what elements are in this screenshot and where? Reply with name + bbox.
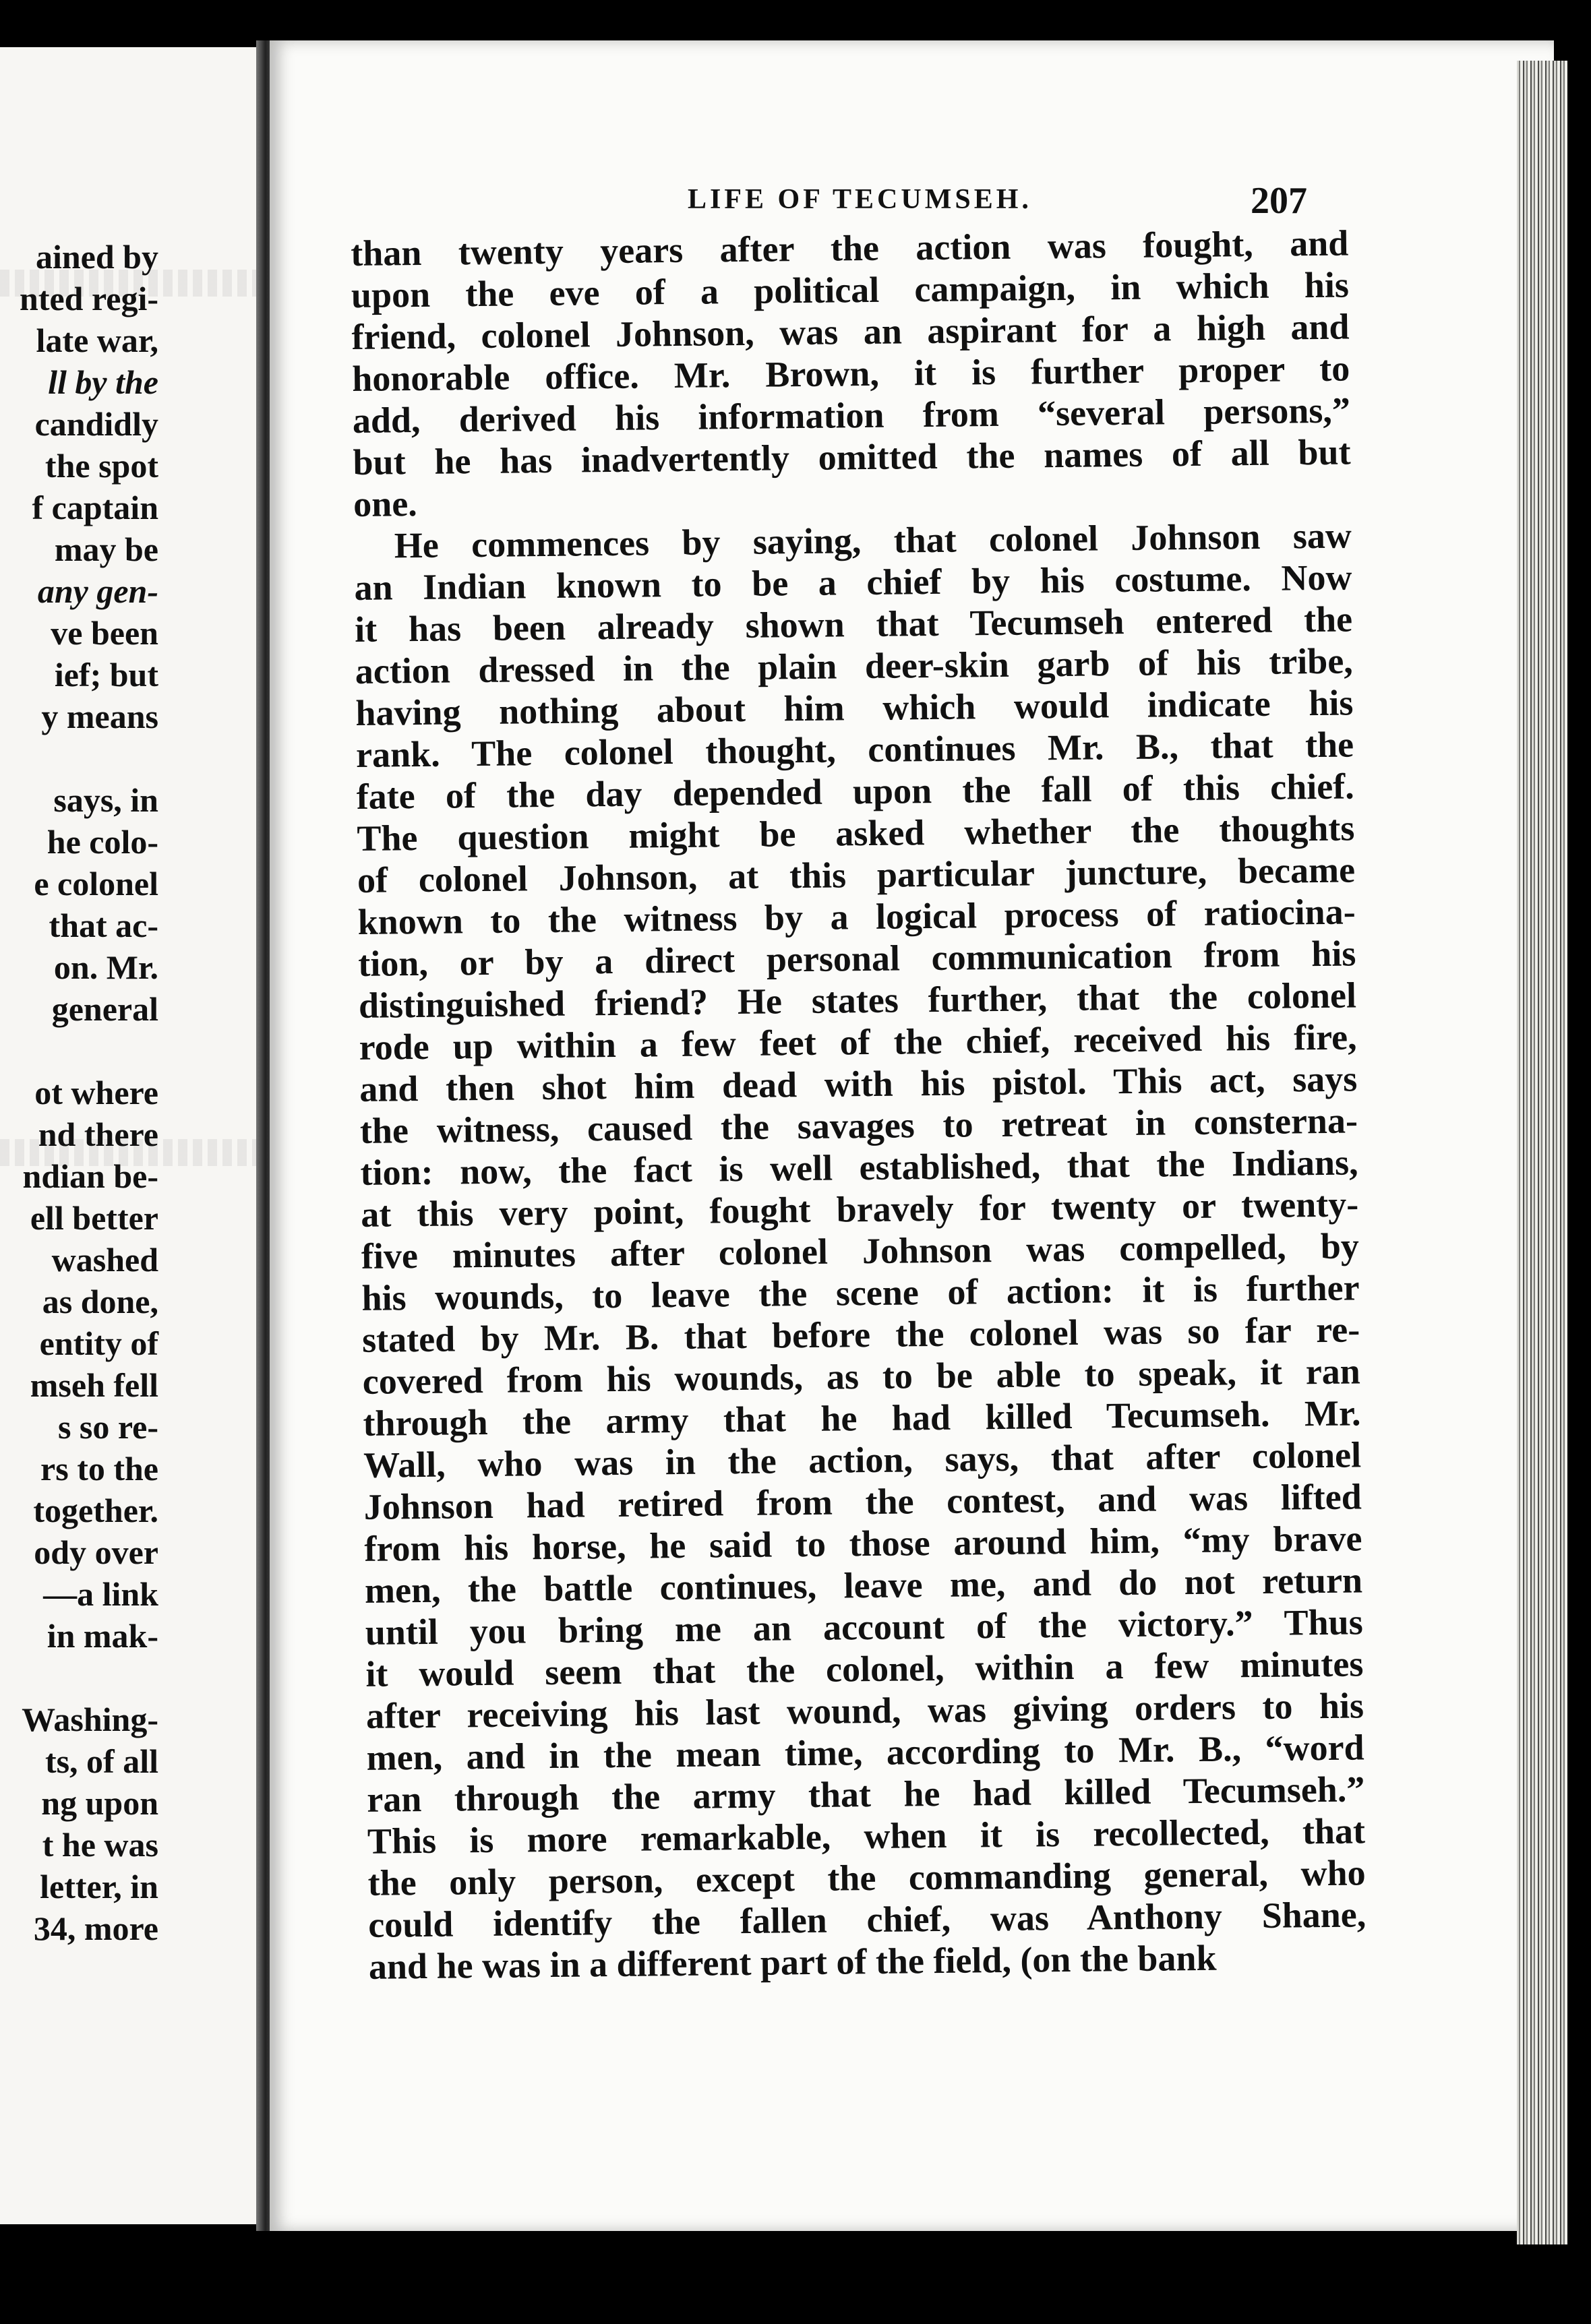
previous-page-line: washed (51, 1241, 158, 1279)
previous-page-line: Washing- (22, 1701, 158, 1738)
text-line: rode up within a few feet of the chief, received his fire, (359, 1016, 1357, 1068)
previous-page-line: ve been (51, 614, 158, 652)
running-head: LIFE OF TECUMSEH. (688, 184, 1032, 215)
text-line: men, the battle continues, leave me, and do not return (364, 1560, 1363, 1611)
text-line: it has been already shown that Tecumseh entered the (354, 599, 1353, 650)
previous-page-line: he colo- (47, 823, 158, 861)
text-line: it would seem that the colonel, within a few minutes (365, 1643, 1364, 1694)
previous-page-line: s so re- (57, 1408, 158, 1446)
text-line: and he was in a different part of the field, (on the bank (368, 1937, 1217, 1987)
previous-page-line: rs to the (40, 1450, 158, 1488)
text-line: five minutes after colonel Johnson was compelled, by (361, 1225, 1360, 1277)
text-line: and then shot him dead with his pistol. This act, says (359, 1058, 1358, 1109)
text-line: This is more remarkable, when it is recollected, that (367, 1810, 1366, 1862)
text-line: through the army that he had killed Tecumseh. Mr. (363, 1393, 1361, 1444)
text-line: his wounds, to leave the scene of action: it is further (361, 1267, 1360, 1318)
text-line: upon the eve of a political campaign, in which his (351, 264, 1350, 315)
previous-page-line: ll by the (48, 363, 158, 401)
previous-page-line: as done, (42, 1283, 158, 1320)
previous-page (0, 47, 266, 2224)
previous-page-line: general (51, 990, 158, 1028)
text-line: fate of the day depended upon the fall of this chief. (356, 766, 1354, 817)
text-line: at this very point, fought bravely for twenty or twenty- (360, 1184, 1359, 1235)
previous-page-line: entity of (39, 1324, 158, 1362)
previous-page-line: ot where (34, 1074, 158, 1111)
previous-page-line: ell better (30, 1199, 158, 1237)
previous-page-line: ndian be- (22, 1157, 158, 1195)
text-line: one. (353, 483, 418, 524)
previous-page-line: 34, more (33, 1909, 158, 1947)
previous-page-line: ief; but (54, 656, 158, 694)
text-line: distinguished friend? He states further, that the colonel (358, 975, 1357, 1026)
text-line: than twenty years after the action was fought, and (351, 222, 1349, 274)
previous-page-text (0, 236, 158, 1949)
previous-page-line: ody over (34, 1533, 158, 1571)
previous-page-line: e colonel (34, 865, 158, 903)
previous-page-line: ts, of all (44, 1742, 158, 1780)
previous-page-line (0, 1657, 158, 1699)
text-line: covered from his wounds, as to be able to speak, it ran (362, 1351, 1361, 1402)
text-line: after receiving his last wound, was giving orders to his (365, 1685, 1364, 1736)
text-line: honorable office. Mr. Brown, it is further proper to (351, 348, 1350, 399)
text-line: action dressed in the plain deer-skin garb of his tribe, (355, 640, 1354, 692)
text-line: the witness, caused the savages to retreat in consterna- (359, 1100, 1358, 1151)
previous-page-line: candidly (34, 405, 158, 443)
text-line: but he has inadvertently omitted the names of all but (353, 431, 1351, 483)
previous-page-line: any gen- (37, 572, 158, 610)
text-line: known to the witness by a logical process of ratiocina- (357, 891, 1356, 942)
text-line: of colonel Johnson, at this particular juncture, became (357, 849, 1356, 900)
body-text (351, 222, 1367, 1988)
previous-page-line: f captain (32, 489, 158, 526)
previous-page-line: ained by (35, 238, 158, 276)
previous-page-line: nd there (38, 1115, 158, 1153)
text-line: the only person, except the commanding general, who (367, 1852, 1366, 1903)
previous-page-line: together. (33, 1492, 158, 1529)
text-line: friend, colonel Johnson, was an aspirant for a high and (351, 306, 1350, 357)
text-line: ran through the army that he had killed Tecumseh.” (367, 1769, 1365, 1820)
previous-page-line: y means (41, 698, 158, 735)
text-line: men, and in the mean time, according to Mr. B., “word (366, 1727, 1364, 1778)
previous-page-line: nted regi- (20, 280, 158, 317)
previous-page-line (0, 737, 158, 779)
previous-page-line (0, 1030, 158, 1072)
page-edges (1517, 61, 1567, 2244)
previous-page-line: may be (54, 530, 158, 568)
previous-page-line: says, in (53, 781, 158, 819)
previous-page-line: letter, in (40, 1868, 158, 1905)
text-line: could identify the fallen chief, was Anthony Shane, (367, 1894, 1367, 1945)
text-line: Wall, who was in the action, says, that after colonel (363, 1434, 1362, 1486)
previous-page-line: that ac- (49, 907, 158, 944)
text-line: He commences by saying, that colonel Johnson saw (394, 515, 1352, 566)
text-line: tion, or by a direct personal communication from his (358, 933, 1356, 984)
text-line: stated by Mr. B. that before the colonel was so far re- (361, 1309, 1360, 1360)
text-line: an Indian known to be a chief by his costume. Now (354, 557, 1352, 608)
text-line: rank. The colonel thought, continues Mr. B., that the (355, 724, 1354, 775)
previous-page-line: —a link (43, 1575, 158, 1613)
previous-page-line: ng upon (41, 1784, 158, 1822)
previous-page-line: in mak- (47, 1617, 158, 1655)
previous-page-line: on. Mr. (53, 948, 158, 986)
previous-page-line: mseh fell (30, 1366, 158, 1404)
text-line: having nothing about him which would indicate his (355, 682, 1354, 733)
text-line: add, derived his information from “several persons,” (352, 390, 1351, 441)
previous-page-line: late war, (36, 322, 158, 359)
page-number: 207 (1251, 180, 1307, 222)
text-line: tion: now, the fact is well established, that the Indians, (360, 1142, 1358, 1193)
text-line: from his horse, he said to those around him, “my brave (364, 1518, 1362, 1569)
previous-page-line: t he was (42, 1826, 158, 1864)
text-line: Johnson had retired from the contest, and was lifted (363, 1476, 1362, 1527)
text-line: until you bring me an account of the victory.” Thus (365, 1601, 1363, 1653)
previous-page-line: the spot (44, 447, 158, 485)
text-line: The question might be asked whether the thoughts (357, 807, 1355, 859)
